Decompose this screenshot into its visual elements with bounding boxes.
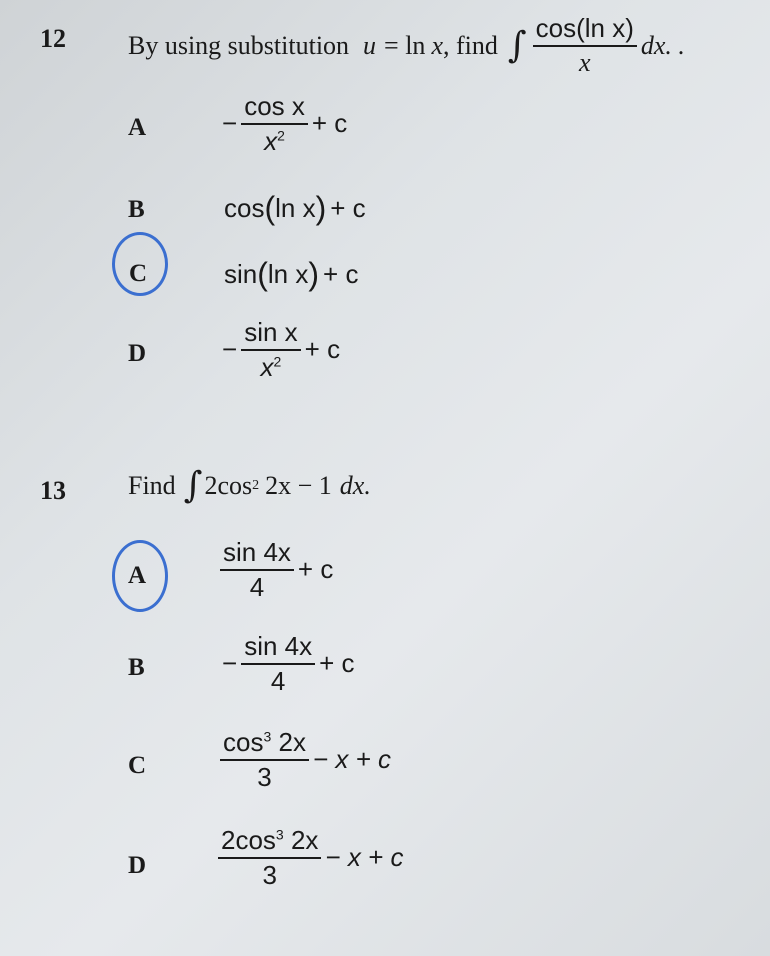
q12-c-tail: + c [323, 259, 359, 289]
q13-a-denominator: 4 [249, 571, 265, 602]
question-12-number: 12 [40, 24, 66, 53]
q12-b-tail: + c [330, 193, 366, 223]
q13-a-tail: + c [297, 554, 334, 585]
q12-option-c-expression[interactable]: sin ( ln x ) + c [224, 256, 359, 292]
q12-c-inner: ln x [267, 259, 309, 289]
q13-find: Find [128, 471, 176, 500]
q12-a-numerator: cos x [241, 92, 308, 125]
q13-d-exponent: 3 [275, 826, 284, 843]
q12-option-b-expression[interactable]: cos ( ln x ) + c [224, 190, 366, 226]
q13-option-c-expression[interactable] [216, 728, 391, 791]
q12-find: , find [442, 30, 498, 60]
q12-option-a-letter[interactable]: A [128, 114, 147, 141]
q12-a-tail: + c [311, 108, 348, 139]
q13-option-a-expression[interactable] [216, 538, 333, 601]
q12-integrand-numerator: cos(ln x) [533, 14, 637, 47]
q12-option-d-letter[interactable]: D [128, 340, 147, 367]
q12-eq: = ln [384, 30, 426, 60]
q12-d-exponent: 2 [273, 352, 282, 369]
integral-sign: ∫ [507, 24, 527, 66]
q13-a-numerator: sin 4x [220, 538, 294, 571]
question-13-prompt: Find ∫ 2cos 2 2x − 1 dx. [128, 465, 371, 506]
q13-option-d-letter[interactable]: D [128, 852, 147, 879]
question-13-number: 13 [40, 476, 66, 505]
q13-option-b-expression[interactable] [222, 632, 355, 695]
q12-dx: dx. . [640, 30, 685, 60]
q12-x: x [431, 30, 443, 60]
q13-option-d-expression[interactable] [214, 826, 403, 889]
q13-option-b-letter[interactable]: B [128, 654, 145, 681]
q13-d-fraction [218, 826, 321, 889]
q13-integrand-a: 2cos [204, 471, 253, 500]
q12-u: u [363, 30, 377, 60]
q12-option-a-expression[interactable] [222, 92, 347, 155]
q13-dx: dx. [339, 471, 371, 500]
q13-option-c-letter[interactable]: C [128, 752, 147, 779]
q13-integrand-b: 2x − 1 [265, 471, 332, 500]
q12-option-d-expression[interactable] [222, 318, 340, 381]
q12-d-fraction [241, 318, 300, 381]
q12-a-fraction [241, 92, 308, 155]
q13-integral-sign: ∫ [183, 465, 203, 506]
q12-prompt-text: By using substitution [128, 30, 350, 60]
q12-integrand-denominator: x [578, 47, 591, 77]
q13-b-fraction [241, 632, 315, 695]
q13-c-num-a: cos [223, 727, 264, 757]
q13-c-fraction [220, 728, 309, 791]
q13-b-denominator: 4 [270, 665, 286, 696]
q13-b-sign: − [222, 648, 238, 679]
q13-b-numerator: sin 4x [241, 632, 315, 665]
q12-d-tail: + c [304, 334, 341, 365]
question-12-prompt [128, 14, 685, 77]
q12-b-inner: ln x [275, 193, 316, 223]
q13-option-a-letter[interactable]: A [128, 562, 147, 589]
q12-a-exponent: 2 [277, 126, 285, 143]
q12-b-func: cos [224, 193, 265, 223]
q12-c-func: sin [224, 259, 258, 289]
q13-a-fraction [220, 538, 294, 601]
q12-a-sign: − [222, 108, 238, 139]
q12-option-c-letter[interactable]: C [129, 260, 148, 287]
q13-c-tail: − x + c [312, 744, 392, 775]
q13-d-num-b: 2x [290, 825, 319, 855]
q13-c-exponent: 3 [263, 728, 272, 745]
q13-d-denominator: 3 [262, 859, 277, 890]
q12-d-denominator: x [260, 351, 274, 382]
q12-option-b-letter[interactable]: B [128, 196, 145, 223]
q13-d-num-a: 2cos [221, 825, 276, 855]
q12-a-denominator: x [264, 125, 278, 156]
q12-integrand-fraction [533, 14, 637, 77]
q12-d-sign: − [222, 334, 238, 365]
q13-c-num-b: 2x [278, 727, 306, 757]
q13-c-denominator: 3 [257, 761, 272, 792]
q12-d-numerator: sin x [241, 318, 300, 351]
q13-b-tail: + c [319, 648, 355, 679]
q13-d-tail: − x + c [325, 842, 404, 873]
